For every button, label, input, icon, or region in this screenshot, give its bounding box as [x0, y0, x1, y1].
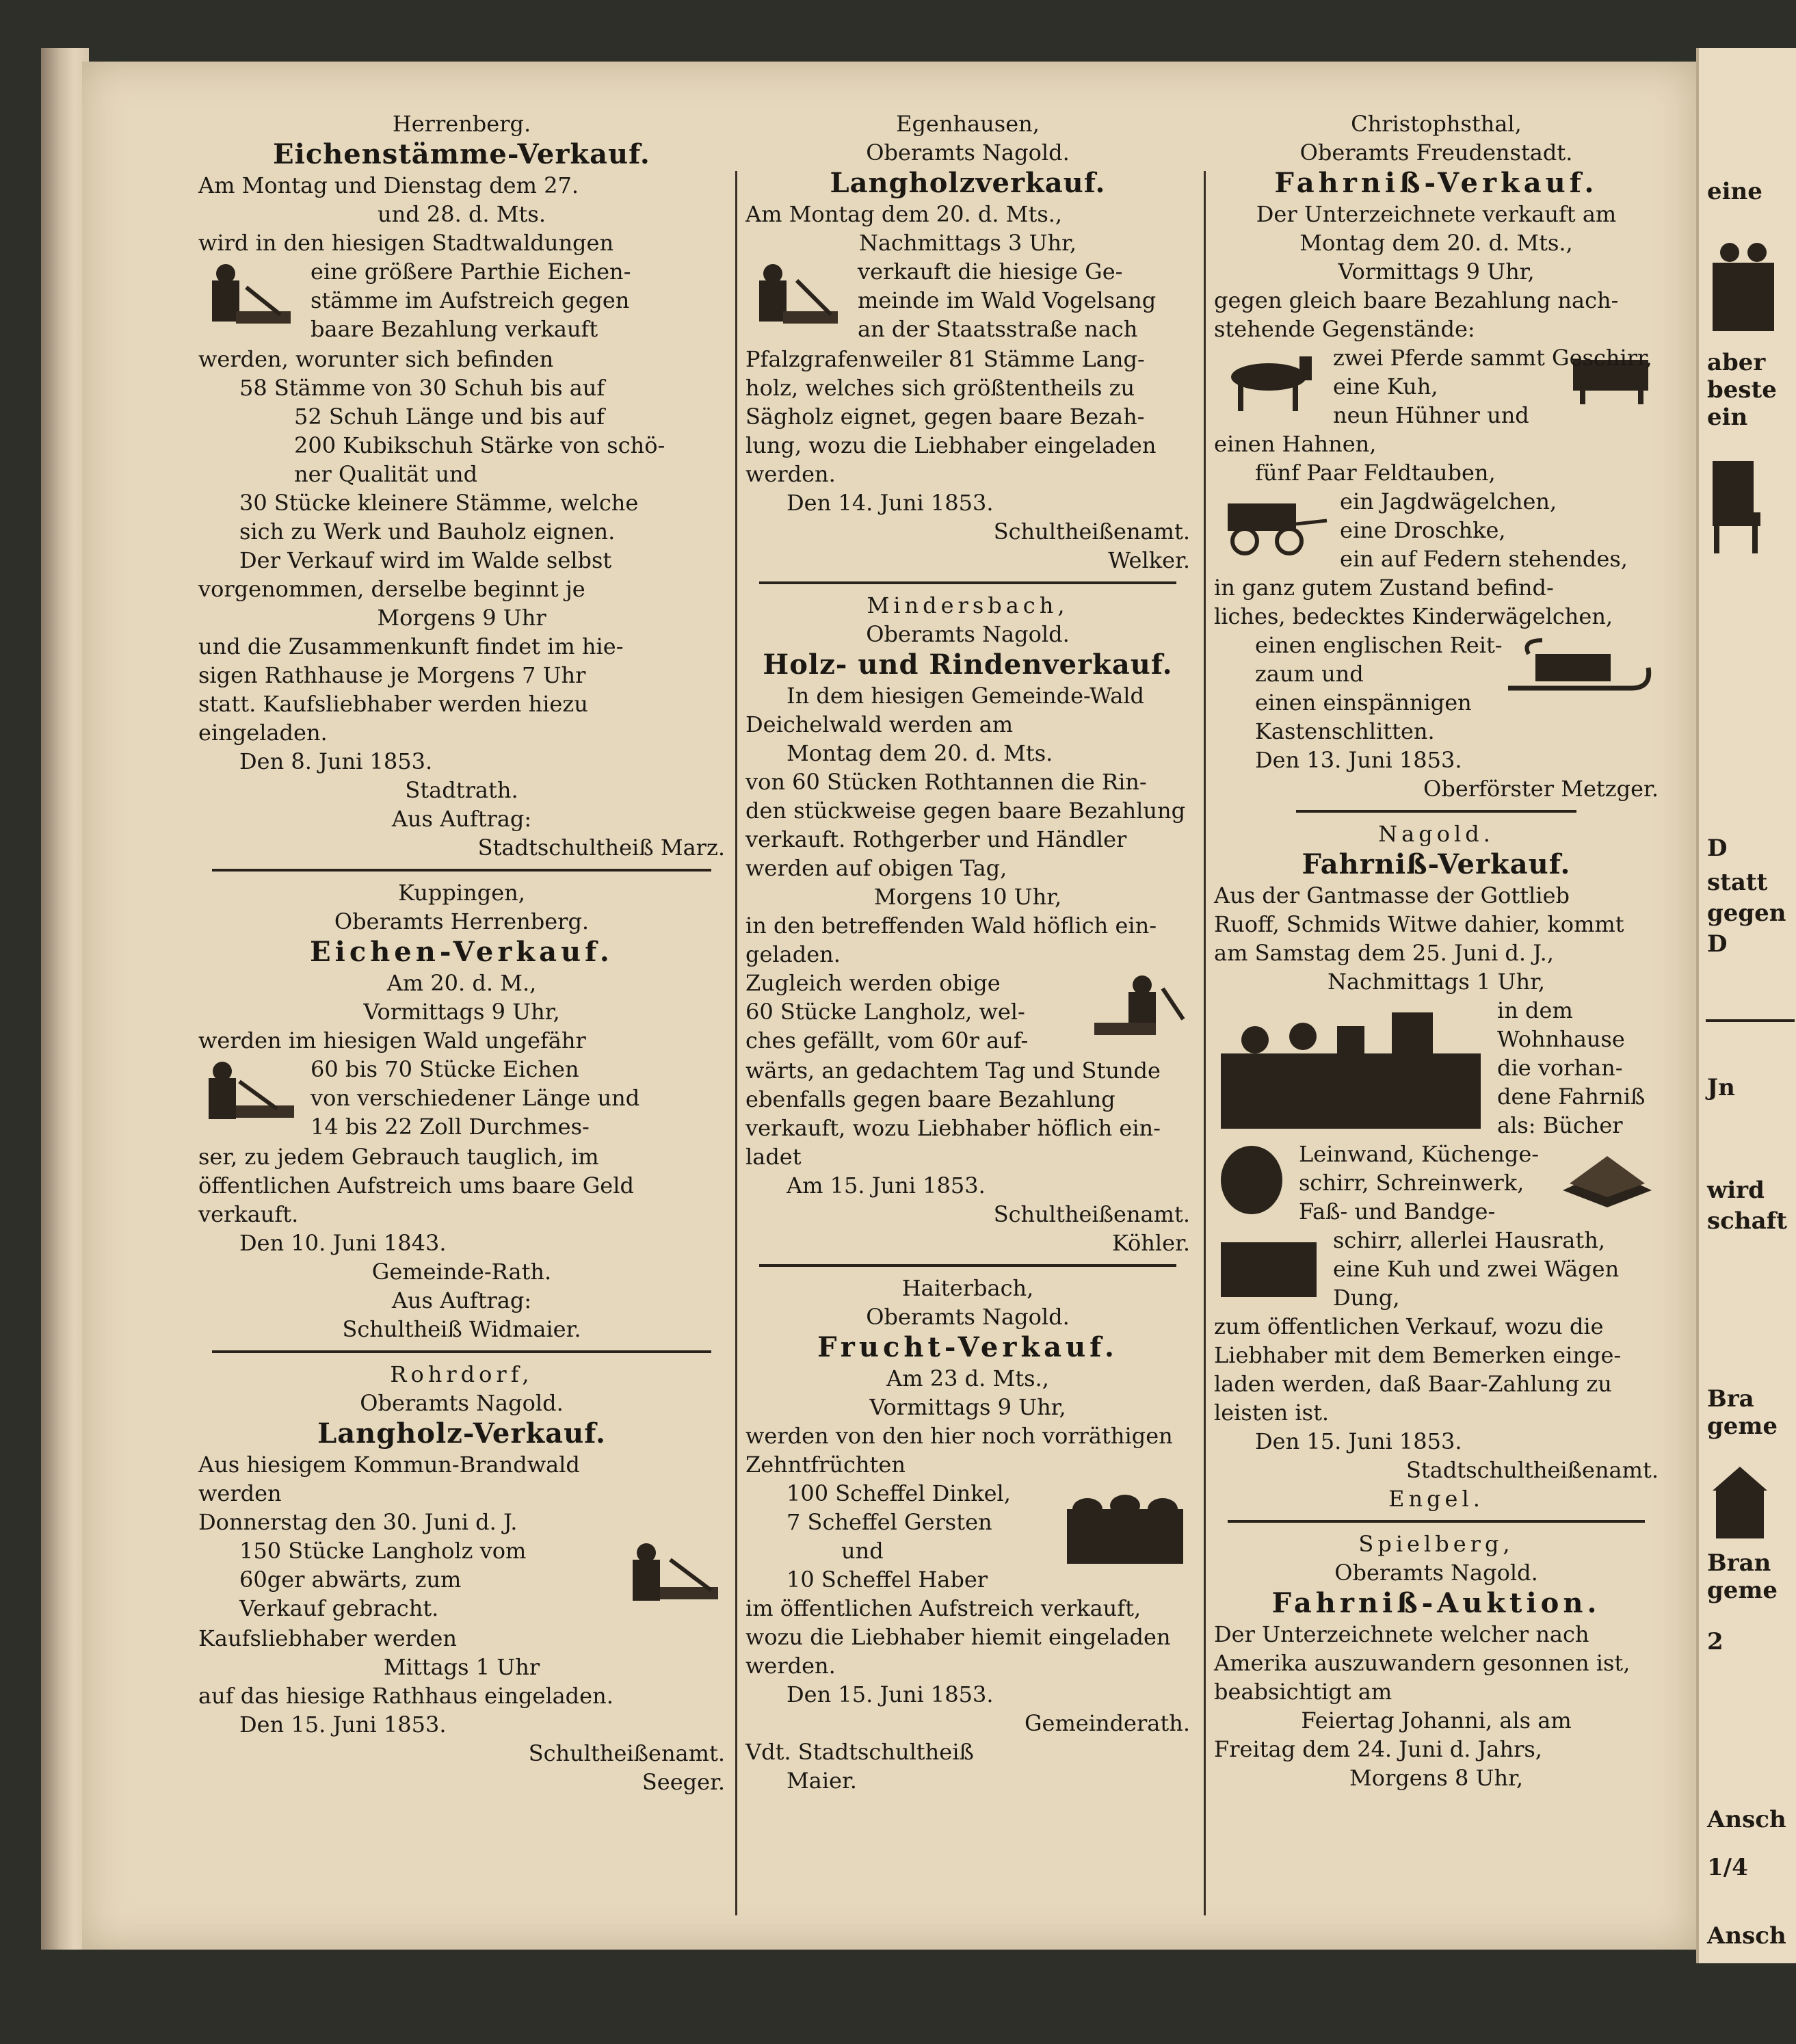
fragment-text: ein: [1707, 404, 1748, 431]
ad-date: Den 8. Juni 1853.: [239, 748, 433, 774]
ad-separator: [1228, 1520, 1645, 1523]
ad-signature: Stadtschultheiß Marz.: [477, 835, 725, 861]
ad-line: geladen.: [745, 941, 841, 967]
ad-line: Vormittags 9 Uhr,: [1338, 259, 1535, 285]
ad-signature: Welker.: [1108, 547, 1190, 573]
ad-title: Eichen-Verkauf.: [310, 936, 613, 968]
ad-line: im öffentlichen Aufstreich verkauft,: [745, 1595, 1141, 1621]
ad-line: gegen gleich baare Bezahlung nach-: [1214, 287, 1619, 313]
horse-icon: [1214, 346, 1323, 415]
ad-line: Aus hiesigem Kommun-Brandwald: [198, 1452, 580, 1478]
ad-title: Frucht-Verkauf.: [817, 1331, 1118, 1363]
column-3: [1214, 109, 1659, 1792]
ad-line: 60ger abwärts, zum: [239, 1567, 462, 1593]
fragment-text: Jn: [1707, 1074, 1735, 1101]
ad-line: 60 bis 70 Stücke Eichen: [311, 1056, 579, 1082]
fragment-text: beste: [1707, 376, 1777, 404]
ad-line: beabsichtigt am: [1214, 1679, 1392, 1705]
ad-spielberg: [1214, 1530, 1659, 1792]
ad-signature: Köhler.: [1111, 1230, 1190, 1256]
ad-title: Fahrniß-Verkauf.: [1302, 848, 1571, 880]
ad-line: Leinwand, Küchenge-: [1299, 1141, 1540, 1167]
ad-line: an der Staatsstraße nach: [858, 316, 1138, 342]
ad-sub: Oberamts Nagold.: [866, 1304, 1070, 1330]
ad-line: schirr, Schreinwerk,: [1299, 1170, 1524, 1196]
ad-separator: [1296, 810, 1576, 813]
ad-line: 200 Kubikschuh Stärke von schö-: [294, 432, 665, 458]
ad-line: Montag dem 20. d. Mts.: [787, 740, 1053, 766]
fragment-text: D: [1707, 930, 1728, 958]
ad-line: ein Jagdwägelchen,: [1340, 488, 1557, 514]
ad-line: Faß- und Bandge-: [1299, 1198, 1496, 1224]
ad-line: in dem: [1497, 997, 1573, 1023]
ad-place: Haiterbach,: [901, 1275, 1034, 1301]
ad-line: einen einspännigen: [1255, 690, 1472, 716]
book-icon: [1556, 1142, 1659, 1211]
ad-line: eine größere Parthie Eichen-: [311, 259, 631, 285]
ad-title: Langholz-Verkauf.: [317, 1417, 606, 1450]
ad-line: Donnerstag den 30. Juni d. J.: [198, 1509, 518, 1535]
ad-date: Am 15. Juni 1853.: [787, 1172, 986, 1198]
ad-sub: Oberamts Nagold.: [866, 140, 1070, 166]
ad-line: stämme im Aufstreich gegen: [311, 287, 630, 313]
ad-separator: [212, 869, 711, 872]
ad-separator: [759, 1264, 1176, 1267]
ad-line: von 60 Stücken Rothtannen die Rin-: [745, 769, 1147, 795]
ad-place: Mindersbach,: [867, 592, 1069, 618]
woodcutter-icon: [1087, 971, 1190, 1053]
ad-line: Der Unterzeichnete verkauft am: [1256, 201, 1617, 227]
ad-christophsthal: [1214, 109, 1659, 803]
ad-line: zwei Pferde sammt Geschirr,: [1333, 345, 1652, 371]
ad-signature: Gemeinderath.: [1024, 1710, 1190, 1736]
ad-line: ner Qualität und: [294, 461, 478, 487]
ad-haiterbach: [745, 1274, 1190, 1795]
column-rule-1: [735, 171, 737, 1915]
ad-line: sich zu Werk und Bauholz eignen.: [239, 519, 616, 545]
fragment-text: Bra: [1707, 1385, 1754, 1413]
ad-line: Der Unterzeichnete welcher nach: [1214, 1621, 1589, 1647]
ad-signature: Oberförster Metzger.: [1423, 776, 1659, 802]
ad-line: fünf Paar Feldtauben,: [1255, 460, 1496, 486]
ad-signature: Gemeinde-Rath.: [371, 1259, 552, 1285]
ad-date: Den 10. Juni 1843.: [239, 1230, 447, 1256]
ad-place: Rohrdorf,: [390, 1361, 533, 1387]
ad-line: 58 Stämme von 30 Schuh bis auf: [239, 375, 605, 401]
ad-line: von verschiedener Länge und: [311, 1085, 640, 1111]
fragment-text: statt: [1707, 869, 1768, 896]
ad-line: 14 bis 22 Zoll Durchmes-: [311, 1114, 590, 1140]
ad-line: Feiertag Johanni, als am: [1301, 1707, 1572, 1733]
ad-line: lung, wozu die Liebhaber eingeladen: [745, 432, 1157, 458]
woodcutter-icon: [622, 1539, 725, 1621]
fragment-text: aber: [1707, 349, 1766, 376]
ad-signature: Seeger.: [642, 1769, 725, 1795]
ad-line: zum öffentlichen Verkauf, wozu die: [1214, 1313, 1604, 1339]
fragment-text: gegen: [1707, 900, 1786, 927]
woodcutter-icon: [198, 260, 301, 342]
ad-separator: [212, 1350, 711, 1353]
ad-line: liches, bedecktes Kinderwägelchen,: [1214, 603, 1613, 629]
ad-line: werden, worunter sich befinden: [198, 346, 554, 372]
ad-place: Egenhausen,: [896, 111, 1040, 137]
cow-icon: [1214, 1229, 1323, 1304]
ad-title: Eichenstämme-Verkauf.: [273, 138, 650, 170]
ad-sub: Oberamts Herrenberg.: [334, 908, 590, 934]
ad-line: meinde im Wald Vogelsang: [858, 287, 1157, 313]
ad-line: Wohnhause: [1497, 1026, 1625, 1052]
ad-date: Den 13. Juni 1853.: [1255, 747, 1462, 773]
ad-line: werden im hiesigen Wald ungefähr: [198, 1027, 586, 1053]
ad-date: Den 15. Juni 1853.: [1255, 1428, 1462, 1454]
ad-signature: Aus Auftrag:: [391, 806, 532, 832]
ad-line: einen Hahnen,: [1214, 431, 1377, 457]
ad-separator: [759, 581, 1176, 584]
ad-line: Vormittags 9 Uhr,: [869, 1394, 1066, 1420]
ad-signature: Stadtrath.: [405, 777, 518, 803]
fragment-text: 1/4: [1707, 1854, 1748, 1881]
column-rule-2: [1204, 171, 1206, 1915]
ad-line: werden: [198, 1480, 282, 1506]
ad-line: und die Zusammenkunft findet im hie-: [198, 633, 624, 659]
ad-line: holz, welches sich größtentheils zu: [745, 375, 1135, 401]
ad-date: Den 14. Juni 1853.: [787, 490, 994, 516]
ad-line: 30 Stücke kleinere Stämme, welche: [239, 490, 639, 516]
ad-line: Am 20. d. M.,: [386, 970, 537, 996]
ad-line: ches gefällt, vom 60r auf-: [745, 1027, 1029, 1053]
ad-signature: Stadtschultheißenamt.: [1405, 1457, 1659, 1483]
ad-line: Kastenschlitten.: [1255, 718, 1435, 744]
ad-line: 150 Stücke Langholz vom: [239, 1538, 527, 1564]
ad-title: Fahrniß-Auktion.: [1271, 1587, 1601, 1619]
ad-line: Kaufsliebhaber werden: [198, 1625, 457, 1651]
ad-line: und 28. d. Mts.: [378, 201, 546, 227]
ad-line: Pfalzgrafenweiler 81 Stämme Lang-: [745, 346, 1145, 372]
ad-signature: Engel.: [1388, 1486, 1484, 1512]
ad-line: stehende Gegenstände:: [1214, 316, 1475, 342]
ad-line: dene Fahrniß: [1497, 1084, 1646, 1110]
ad-kuppingen: [198, 878, 725, 1344]
ad-place: Christophsthal,: [1351, 111, 1522, 137]
fragment-text: geme: [1707, 1577, 1778, 1604]
fragment-text: Ansch: [1707, 1806, 1786, 1833]
fragment-text: D: [1707, 835, 1728, 862]
ad-line: werden.: [745, 1653, 836, 1679]
ad-title: Holz- und Rindenverkauf.: [763, 648, 1173, 681]
ad-place: Kuppingen,: [398, 880, 525, 906]
ad-line: Am Montag und Dienstag dem 27.: [198, 172, 579, 198]
ad-line: werden.: [745, 461, 836, 487]
ad-line: Am Montag dem 20. d. Mts.,: [745, 201, 1063, 227]
fragment-text: schaft: [1707, 1207, 1787, 1235]
household-goods-icon: [1214, 999, 1488, 1136]
ad-line: Montag dem 20. d. Mts.,: [1299, 230, 1573, 256]
ad-line: Aus der Gantmasse der Gottlieb: [1214, 882, 1570, 908]
ad-date: Den 15. Juni 1853.: [787, 1681, 994, 1707]
ad-line: werden von den hier noch vorräthigen: [745, 1423, 1173, 1449]
ad-line: Sägholz eignet, gegen baare Bezah-: [745, 404, 1145, 430]
ad-line: 7 Scheffel Gersten: [787, 1509, 992, 1535]
ad-signature: Schultheißenamt.: [528, 1740, 725, 1766]
ad-line: 10 Scheffel Haber: [787, 1567, 988, 1593]
ad-line: öffentlichen Aufstreich ums baare Geld: [198, 1172, 634, 1198]
ad-line: Der Verkauf wird im Walde selbst: [239, 547, 612, 573]
ad-line: wärts, an gedachtem Tag und Stunde: [745, 1058, 1161, 1084]
ad-line: in ganz gutem Zustand befind-: [1214, 575, 1554, 601]
ad-line: laden werden, daß Baar-Zahlung zu: [1214, 1371, 1612, 1397]
ad-mindersbach: [745, 591, 1190, 1257]
ad-line: Nachmittags 3 Uhr,: [858, 230, 1077, 256]
ad-date: Den 15. Juni 1853.: [239, 1712, 447, 1738]
ad-line: statt. Kaufsliebhaber werden hiezu: [198, 691, 588, 717]
ad-line: verkauft. Rothgerber und Händler: [745, 826, 1127, 852]
ad-line: Am 23 d. Mts.,: [886, 1365, 1049, 1391]
ad-nagold: [1214, 820, 1659, 1513]
house-icon: [1706, 1460, 1774, 1542]
barrel-icon: [1214, 1142, 1289, 1218]
figures-icon: [1706, 235, 1781, 338]
ad-place: Nagold.: [1378, 821, 1494, 847]
ad-sub: Oberamts Nagold.: [360, 1390, 564, 1416]
ad-line: Morgens 9 Uhr: [377, 605, 546, 631]
ad-egenhausen: [745, 109, 1190, 575]
ad-line: Nachmittags 1 Uhr,: [1327, 969, 1546, 995]
ad-line: in den betreffenden Wald höflich ein-: [745, 913, 1157, 939]
fragment-text: 2: [1707, 1628, 1724, 1655]
ad-signature: Schultheißenamt.: [993, 1201, 1190, 1227]
fragment-text: Ansch: [1707, 1922, 1786, 1950]
ad-line: Freitag dem 24. Juni d. Jahrs,: [1214, 1736, 1542, 1762]
ad-line: schirr, allerlei Hausrath,: [1333, 1227, 1605, 1253]
ad-line: Amerika auszuwandern gesonnen ist,: [1214, 1650, 1630, 1676]
column-1: [198, 109, 725, 1796]
ad-line: zaum und: [1255, 661, 1364, 687]
ad-rohrdorf: [198, 1360, 725, 1796]
ad-line: ebenfalls gegen baare Bezahlung: [745, 1086, 1115, 1112]
ad-line: In dem hiesigen Gemeinde-Wald: [787, 683, 1145, 709]
sleigh-icon: [1494, 633, 1659, 709]
ad-signature: Aus Auftrag:: [391, 1287, 532, 1313]
ad-line: auf das hiesige Rathhaus eingeladen.: [198, 1683, 613, 1709]
ad-line: werden auf obigen Tag,: [745, 855, 1007, 881]
ad-line: wozu die Liebhaber hiemit eingeladen: [745, 1624, 1171, 1650]
ad-signature: Vdt. Stadtschultheiß: [745, 1739, 974, 1765]
ad-herrenberg: [198, 109, 725, 862]
ad-title: Langholzverkauf.: [830, 167, 1106, 199]
ad-line: neun Hühner und: [1333, 402, 1529, 428]
ad-line: Morgens 10 Uhr,: [873, 884, 1062, 910]
woodcutter-icon: [745, 260, 848, 342]
ad-line: verkauft die hiesige Ge-: [858, 259, 1123, 285]
ad-line: ladet: [745, 1144, 802, 1170]
chair-icon: [1706, 454, 1767, 557]
grain-sacks-icon: [1060, 1482, 1190, 1571]
fragment-text: Bran: [1707, 1549, 1771, 1577]
ad-line: verkauft, wozu Liebhaber höflich ein-: [745, 1115, 1161, 1141]
ad-line: und: [841, 1538, 884, 1564]
ad-line: Zugleich werden obige: [745, 970, 1001, 996]
adjacent-page: [1696, 48, 1796, 1963]
ad-line: eine Kuh,: [1333, 374, 1438, 399]
ad-line: eine Kuh und zwei Wägen: [1333, 1256, 1620, 1282]
fragment-text: geme: [1707, 1413, 1778, 1440]
fragment-text: wird: [1707, 1177, 1765, 1204]
ad-line: ein auf Federn stehendes,: [1340, 546, 1628, 572]
ad-line: Mittags 1 Uhr: [383, 1654, 540, 1680]
ad-line: Zehntfrüchten: [745, 1452, 906, 1478]
ad-line: wird in den hiesigen Stadtwaldungen: [198, 230, 614, 256]
ad-sub: Oberamts Freudenstadt.: [1299, 140, 1573, 166]
ad-line: Verkauf gebracht.: [239, 1595, 439, 1621]
ad-line: einen englischen Reit-: [1255, 632, 1503, 658]
ad-line: die vorhan-: [1497, 1055, 1623, 1081]
carriage-icon: [1214, 490, 1330, 558]
ad-line: 52 Schuh Länge und bis auf: [294, 404, 605, 430]
ad-line: Morgens 8 Uhr,: [1349, 1765, 1523, 1791]
ad-line: den stückweise gegen baare Bezahlung: [745, 798, 1186, 824]
ad-line: Deichelwald werden am: [745, 711, 1014, 737]
ad-line: am Samstag dem 25. Juni d. J.,: [1214, 940, 1554, 966]
ad-signature: Maier.: [787, 1768, 857, 1794]
ad-title: Fahrniß-Verkauf.: [1274, 167, 1598, 199]
ad-line: 60 Stücke Langholz, wel-: [745, 999, 1025, 1025]
ad-line: eingeladen.: [198, 720, 328, 746]
ad-line: sigen Rathhause je Morgens 7 Uhr: [198, 662, 586, 688]
column-2: [745, 109, 1190, 1795]
ad-line: leisten ist.: [1214, 1400, 1330, 1426]
ad-line: verkauft.: [198, 1201, 299, 1227]
ad-line: als: Bücher: [1497, 1112, 1623, 1138]
ad-line: 100 Scheffel Dinkel,: [787, 1480, 1011, 1506]
fragment-rule: [1706, 1019, 1795, 1022]
ad-sub: Oberamts Nagold.: [1334, 1560, 1538, 1586]
ad-place: Spielberg,: [1358, 1531, 1514, 1557]
ad-line: eine Droschke,: [1340, 517, 1506, 543]
ad-place: Herrenberg.: [392, 111, 531, 137]
ad-line: vorgenommen, derselbe beginnt je: [198, 576, 585, 602]
ad-line: Dung,: [1333, 1285, 1400, 1311]
ad-sub: Oberamts Nagold.: [866, 621, 1070, 647]
ad-line: Vormittags 9 Uhr,: [363, 999, 560, 1025]
ad-line: Liebhaber mit dem Bemerken einge-: [1214, 1342, 1622, 1368]
ad-signature: Schultheißenamt.: [993, 519, 1190, 545]
ad-line: Ruoff, Schmids Witwe dahier, kommt: [1214, 911, 1624, 937]
ad-line: ser, zu jedem Gebrauch tauglich, im: [198, 1144, 599, 1170]
ad-line: baare Bezahlung verkauft: [311, 316, 598, 342]
woodcutter-icon: [198, 1058, 301, 1140]
fragment-text: eine: [1707, 178, 1762, 205]
ad-signature: Schultheiß Widmaier.: [342, 1316, 581, 1342]
